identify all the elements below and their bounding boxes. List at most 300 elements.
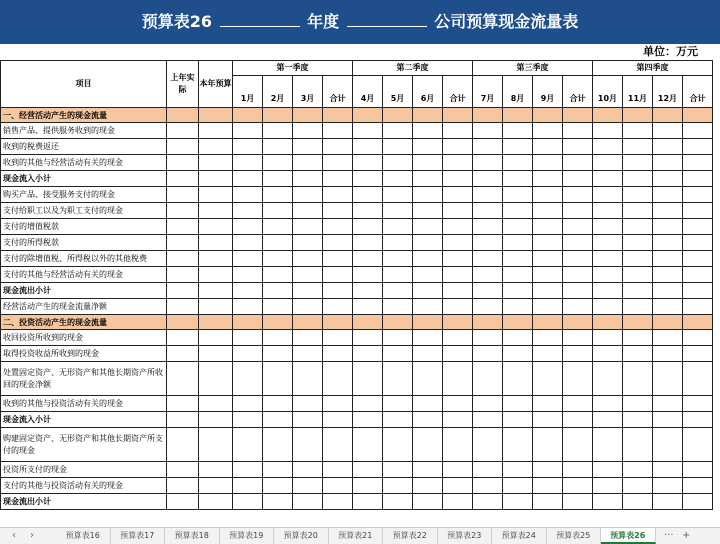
data-cell[interactable] <box>293 267 323 283</box>
data-cell[interactable] <box>443 267 473 283</box>
data-cell[interactable] <box>323 462 353 478</box>
data-cell[interactable] <box>353 478 383 494</box>
data-cell[interactable] <box>623 478 653 494</box>
header-month[interactable]: 8月 <box>503 76 533 108</box>
data-cell[interactable] <box>653 123 683 139</box>
data-cell[interactable] <box>323 187 353 203</box>
data-cell[interactable] <box>533 494 563 510</box>
data-cell[interactable] <box>473 315 503 330</box>
data-cell[interactable] <box>383 315 413 330</box>
data-cell[interactable] <box>443 362 473 396</box>
data-cell[interactable] <box>353 155 383 171</box>
data-cell[interactable] <box>503 362 533 396</box>
data-cell[interactable] <box>533 108 563 123</box>
header-this-year[interactable]: 本年预算 <box>199 61 233 108</box>
data-cell[interactable] <box>233 219 263 235</box>
data-cell[interactable] <box>653 299 683 315</box>
data-cell[interactable] <box>593 139 623 155</box>
data-cell[interactable] <box>443 187 473 203</box>
data-cell[interactable] <box>413 362 443 396</box>
data-cell[interactable] <box>473 251 503 267</box>
data-cell[interactable] <box>263 187 293 203</box>
data-cell[interactable] <box>503 139 533 155</box>
data-cell[interactable] <box>167 235 199 251</box>
data-cell[interactable] <box>503 108 533 123</box>
data-cell[interactable] <box>533 315 563 330</box>
data-cell[interactable] <box>593 267 623 283</box>
data-cell[interactable] <box>473 139 503 155</box>
data-cell[interactable] <box>503 494 533 510</box>
data-cell[interactable] <box>653 462 683 478</box>
data-cell[interactable] <box>413 123 443 139</box>
data-cell[interactable] <box>683 187 713 203</box>
data-cell[interactable] <box>233 346 263 362</box>
data-cell[interactable] <box>199 412 233 428</box>
data-cell[interactable] <box>293 108 323 123</box>
data-cell[interactable] <box>503 315 533 330</box>
data-cell[interactable] <box>293 478 323 494</box>
data-cell[interactable] <box>563 412 593 428</box>
data-cell[interactable] <box>533 346 563 362</box>
data-cell[interactable] <box>653 346 683 362</box>
data-cell[interactable] <box>293 155 323 171</box>
data-cell[interactable] <box>323 494 353 510</box>
data-cell[interactable] <box>593 462 623 478</box>
data-cell[interactable] <box>413 494 443 510</box>
data-cell[interactable] <box>353 251 383 267</box>
data-cell[interactable] <box>263 139 293 155</box>
header-month[interactable]: 7月 <box>473 76 503 108</box>
data-cell[interactable] <box>383 299 413 315</box>
data-cell[interactable] <box>623 155 653 171</box>
data-cell[interactable] <box>473 219 503 235</box>
data-cell[interactable] <box>653 155 683 171</box>
data-cell[interactable] <box>323 123 353 139</box>
data-cell[interactable] <box>233 251 263 267</box>
data-cell[interactable] <box>473 171 503 187</box>
header-month[interactable]: 12月 <box>653 76 683 108</box>
data-cell[interactable] <box>323 235 353 251</box>
data-cell[interactable] <box>593 315 623 330</box>
data-cell[interactable] <box>383 108 413 123</box>
data-cell[interactable] <box>653 362 683 396</box>
data-cell[interactable] <box>443 494 473 510</box>
data-cell[interactable] <box>383 478 413 494</box>
data-cell[interactable] <box>293 299 323 315</box>
data-cell[interactable] <box>623 462 653 478</box>
data-cell[interactable] <box>563 330 593 346</box>
data-cell[interactable] <box>443 299 473 315</box>
data-cell[interactable] <box>533 428 563 462</box>
data-cell[interactable] <box>533 396 563 412</box>
data-cell[interactable] <box>623 267 653 283</box>
row-label[interactable]: 支付的除增值税、所得税以外的其他税费 <box>1 251 167 267</box>
data-cell[interactable] <box>383 203 413 219</box>
data-cell[interactable] <box>383 362 413 396</box>
data-cell[interactable] <box>233 171 263 187</box>
row-label[interactable]: 取得投资收益所收到的现金 <box>1 346 167 362</box>
data-cell[interactable] <box>623 283 653 299</box>
data-cell[interactable] <box>263 123 293 139</box>
header-month[interactable]: 10月 <box>593 76 623 108</box>
data-cell[interactable] <box>323 412 353 428</box>
data-cell[interactable] <box>167 494 199 510</box>
data-cell[interactable] <box>413 478 443 494</box>
data-cell[interactable] <box>653 315 683 330</box>
data-cell[interactable] <box>443 396 473 412</box>
data-cell[interactable] <box>263 362 293 396</box>
data-cell[interactable] <box>443 330 473 346</box>
data-cell[interactable] <box>413 315 443 330</box>
data-cell[interactable] <box>503 187 533 203</box>
data-cell[interactable] <box>199 494 233 510</box>
data-cell[interactable] <box>563 396 593 412</box>
data-cell[interactable] <box>503 330 533 346</box>
data-cell[interactable] <box>167 299 199 315</box>
data-cell[interactable] <box>323 171 353 187</box>
data-cell[interactable] <box>323 299 353 315</box>
data-cell[interactable] <box>263 346 293 362</box>
data-cell[interactable] <box>593 494 623 510</box>
data-cell[interactable] <box>593 412 623 428</box>
data-cell[interactable] <box>473 494 503 510</box>
data-cell[interactable] <box>263 330 293 346</box>
data-cell[interactable] <box>533 235 563 251</box>
data-cell[interactable] <box>593 251 623 267</box>
data-cell[interactable] <box>533 267 563 283</box>
data-cell[interactable] <box>683 235 713 251</box>
data-cell[interactable] <box>533 299 563 315</box>
data-cell[interactable] <box>199 346 233 362</box>
data-cell[interactable] <box>167 123 199 139</box>
data-cell[interactable] <box>503 155 533 171</box>
data-cell[interactable] <box>233 203 263 219</box>
data-cell[interactable] <box>593 362 623 396</box>
data-cell[interactable] <box>653 219 683 235</box>
data-cell[interactable] <box>653 108 683 123</box>
data-cell[interactable] <box>353 428 383 462</box>
data-cell[interactable] <box>683 251 713 267</box>
data-cell[interactable] <box>167 362 199 396</box>
row-label[interactable]: 现金流入小计 <box>1 171 167 187</box>
data-cell[interactable] <box>167 267 199 283</box>
row-label[interactable]: 经营活动产生的现金流量净额 <box>1 299 167 315</box>
sheet-tab[interactable]: 预算表18 <box>165 528 220 544</box>
data-cell[interactable] <box>263 494 293 510</box>
data-cell[interactable] <box>473 267 503 283</box>
row-label[interactable]: 支付给职工以及为职工支付的现金 <box>1 203 167 219</box>
data-cell[interactable] <box>323 108 353 123</box>
data-cell[interactable] <box>653 267 683 283</box>
data-cell[interactable] <box>353 283 383 299</box>
data-cell[interactable] <box>233 155 263 171</box>
data-cell[interactable] <box>383 346 413 362</box>
data-cell[interactable] <box>683 315 713 330</box>
tab-prev-icon[interactable]: ‹ <box>12 530 16 541</box>
data-cell[interactable] <box>623 171 653 187</box>
data-cell[interactable] <box>413 346 443 362</box>
data-cell[interactable] <box>683 346 713 362</box>
data-cell[interactable] <box>503 251 533 267</box>
data-cell[interactable] <box>353 219 383 235</box>
data-cell[interactable] <box>593 330 623 346</box>
data-cell[interactable] <box>593 203 623 219</box>
data-cell[interactable] <box>593 428 623 462</box>
data-cell[interactable] <box>653 139 683 155</box>
data-cell[interactable] <box>563 346 593 362</box>
row-label[interactable]: 销售产品、提供服务收到的现金 <box>1 123 167 139</box>
data-cell[interactable] <box>199 203 233 219</box>
data-cell[interactable] <box>653 171 683 187</box>
data-cell[interactable] <box>167 251 199 267</box>
data-cell[interactable] <box>563 494 593 510</box>
data-cell[interactable] <box>683 203 713 219</box>
data-cell[interactable] <box>413 412 443 428</box>
data-cell[interactable] <box>263 428 293 462</box>
data-cell[interactable] <box>533 251 563 267</box>
data-cell[interactable] <box>263 155 293 171</box>
data-cell[interactable] <box>293 171 323 187</box>
sheet-tab[interactable]: 预算表25 <box>547 528 602 544</box>
header-month[interactable]: 4月 <box>353 76 383 108</box>
row-label[interactable]: 处置固定资产、无形资产和其他长期资产所收回的现金净额 <box>1 362 167 396</box>
data-cell[interactable] <box>167 171 199 187</box>
data-cell[interactable] <box>413 235 443 251</box>
data-cell[interactable] <box>353 267 383 283</box>
data-cell[interactable] <box>353 171 383 187</box>
data-cell[interactable] <box>473 283 503 299</box>
data-cell[interactable] <box>563 187 593 203</box>
data-cell[interactable] <box>533 219 563 235</box>
row-label[interactable]: 支付的其他与投资活动有关的现金 <box>1 478 167 494</box>
data-cell[interactable] <box>473 155 503 171</box>
sheet-tab[interactable]: 预算表16 <box>56 528 111 544</box>
data-cell[interactable] <box>199 251 233 267</box>
data-cell[interactable] <box>443 155 473 171</box>
data-cell[interactable] <box>293 494 323 510</box>
data-cell[interactable] <box>503 462 533 478</box>
data-cell[interactable] <box>233 428 263 462</box>
data-cell[interactable] <box>503 412 533 428</box>
row-label[interactable]: 现金流出小计 <box>1 494 167 510</box>
data-cell[interactable] <box>533 462 563 478</box>
data-cell[interactable] <box>683 139 713 155</box>
data-cell[interactable] <box>683 330 713 346</box>
data-cell[interactable] <box>263 219 293 235</box>
data-cell[interactable] <box>323 330 353 346</box>
data-cell[interactable] <box>383 251 413 267</box>
data-cell[interactable] <box>443 462 473 478</box>
row-label[interactable]: 二、投资活动产生的现金流量 <box>1 315 167 330</box>
data-cell[interactable] <box>593 283 623 299</box>
data-cell[interactable] <box>623 219 653 235</box>
data-cell[interactable] <box>383 267 413 283</box>
data-cell[interactable] <box>563 203 593 219</box>
data-cell[interactable] <box>199 396 233 412</box>
data-cell[interactable] <box>263 283 293 299</box>
data-cell[interactable] <box>653 283 683 299</box>
data-cell[interactable] <box>293 251 323 267</box>
data-cell[interactable] <box>473 462 503 478</box>
data-cell[interactable] <box>473 428 503 462</box>
data-cell[interactable] <box>653 478 683 494</box>
data-cell[interactable] <box>233 315 263 330</box>
data-cell[interactable] <box>383 330 413 346</box>
data-cell[interactable] <box>167 396 199 412</box>
row-label[interactable]: 收到的其他与投资活动有关的现金 <box>1 396 167 412</box>
header-quarter-1[interactable]: 第一季度 <box>233 61 353 76</box>
data-cell[interactable] <box>167 139 199 155</box>
data-cell[interactable] <box>167 187 199 203</box>
data-cell[interactable] <box>623 187 653 203</box>
data-cell[interactable] <box>533 139 563 155</box>
data-cell[interactable] <box>473 396 503 412</box>
data-cell[interactable] <box>353 494 383 510</box>
row-label[interactable]: 一、经营活动产生的现金流量 <box>1 108 167 123</box>
data-cell[interactable] <box>413 203 443 219</box>
data-cell[interactable] <box>563 108 593 123</box>
data-cell[interactable] <box>199 330 233 346</box>
data-cell[interactable] <box>623 315 653 330</box>
data-cell[interactable] <box>233 139 263 155</box>
data-cell[interactable] <box>623 139 653 155</box>
data-cell[interactable] <box>323 346 353 362</box>
data-cell[interactable] <box>413 187 443 203</box>
data-cell[interactable] <box>199 362 233 396</box>
data-cell[interactable] <box>473 299 503 315</box>
data-cell[interactable] <box>413 330 443 346</box>
data-cell[interactable] <box>623 362 653 396</box>
data-cell[interactable] <box>413 139 443 155</box>
data-cell[interactable] <box>199 299 233 315</box>
data-cell[interactable] <box>503 235 533 251</box>
data-cell[interactable] <box>653 330 683 346</box>
data-cell[interactable] <box>233 187 263 203</box>
row-label[interactable]: 支付的其他与经营活动有关的现金 <box>1 267 167 283</box>
data-cell[interactable] <box>323 267 353 283</box>
data-cell[interactable] <box>199 123 233 139</box>
data-cell[interactable] <box>233 123 263 139</box>
data-cell[interactable] <box>293 235 323 251</box>
data-cell[interactable] <box>563 478 593 494</box>
data-cell[interactable] <box>503 346 533 362</box>
data-cell[interactable] <box>323 203 353 219</box>
data-cell[interactable] <box>263 412 293 428</box>
data-cell[interactable] <box>383 139 413 155</box>
data-cell[interactable] <box>199 283 233 299</box>
data-cell[interactable] <box>383 494 413 510</box>
data-cell[interactable] <box>263 267 293 283</box>
data-cell[interactable] <box>323 283 353 299</box>
data-cell[interactable] <box>623 396 653 412</box>
data-cell[interactable] <box>653 251 683 267</box>
data-cell[interactable] <box>533 155 563 171</box>
data-cell[interactable] <box>653 494 683 510</box>
header-month[interactable]: 9月 <box>533 76 563 108</box>
data-cell[interactable] <box>473 123 503 139</box>
data-cell[interactable] <box>353 315 383 330</box>
data-cell[interactable] <box>353 396 383 412</box>
data-cell[interactable] <box>593 155 623 171</box>
sheet-tab[interactable]: 预算表20 <box>274 528 329 544</box>
data-cell[interactable] <box>199 155 233 171</box>
data-cell[interactable] <box>443 283 473 299</box>
data-cell[interactable] <box>167 478 199 494</box>
data-cell[interactable] <box>233 330 263 346</box>
data-cell[interactable] <box>199 171 233 187</box>
data-cell[interactable] <box>563 251 593 267</box>
data-cell[interactable] <box>683 428 713 462</box>
row-label[interactable]: 收到的税费返还 <box>1 139 167 155</box>
data-cell[interactable] <box>383 171 413 187</box>
data-cell[interactable] <box>293 462 323 478</box>
data-cell[interactable] <box>167 462 199 478</box>
data-cell[interactable] <box>473 412 503 428</box>
data-cell[interactable] <box>383 123 413 139</box>
data-cell[interactable] <box>443 412 473 428</box>
row-label[interactable]: 现金流入小计 <box>1 412 167 428</box>
data-cell[interactable] <box>683 108 713 123</box>
header-month[interactable]: 合计 <box>323 76 353 108</box>
data-cell[interactable] <box>167 412 199 428</box>
data-cell[interactable] <box>413 155 443 171</box>
data-cell[interactable] <box>167 108 199 123</box>
row-label[interactable]: 支付的所得税款 <box>1 235 167 251</box>
data-cell[interactable] <box>263 171 293 187</box>
data-cell[interactable] <box>233 235 263 251</box>
data-cell[interactable] <box>413 428 443 462</box>
data-cell[interactable] <box>593 299 623 315</box>
data-cell[interactable] <box>593 478 623 494</box>
data-cell[interactable] <box>199 462 233 478</box>
data-cell[interactable] <box>293 187 323 203</box>
data-cell[interactable] <box>233 267 263 283</box>
row-label[interactable]: 现金流出小计 <box>1 283 167 299</box>
data-cell[interactable] <box>593 396 623 412</box>
data-cell[interactable] <box>683 412 713 428</box>
header-month[interactable]: 11月 <box>623 76 653 108</box>
data-cell[interactable] <box>323 139 353 155</box>
data-cell[interactable] <box>653 187 683 203</box>
data-cell[interactable] <box>383 187 413 203</box>
data-cell[interactable] <box>683 155 713 171</box>
header-month[interactable]: 1月 <box>233 76 263 108</box>
data-cell[interactable] <box>443 346 473 362</box>
data-cell[interactable] <box>443 235 473 251</box>
data-cell[interactable] <box>353 462 383 478</box>
data-cell[interactable] <box>683 219 713 235</box>
data-cell[interactable] <box>473 330 503 346</box>
data-cell[interactable] <box>383 219 413 235</box>
data-cell[interactable] <box>683 267 713 283</box>
data-cell[interactable] <box>443 478 473 494</box>
data-cell[interactable] <box>293 362 323 396</box>
data-cell[interactable] <box>233 478 263 494</box>
data-cell[interactable] <box>443 203 473 219</box>
data-cell[interactable] <box>263 396 293 412</box>
data-cell[interactable] <box>263 108 293 123</box>
data-cell[interactable] <box>683 362 713 396</box>
data-cell[interactable] <box>383 462 413 478</box>
row-label[interactable]: 收回投资所收到的现金 <box>1 330 167 346</box>
data-cell[interactable] <box>167 330 199 346</box>
header-quarter-3[interactable]: 第三季度 <box>473 61 593 76</box>
data-cell[interactable] <box>293 412 323 428</box>
data-cell[interactable] <box>293 283 323 299</box>
data-cell[interactable] <box>167 283 199 299</box>
header-month[interactable]: 5月 <box>383 76 413 108</box>
data-cell[interactable] <box>199 478 233 494</box>
